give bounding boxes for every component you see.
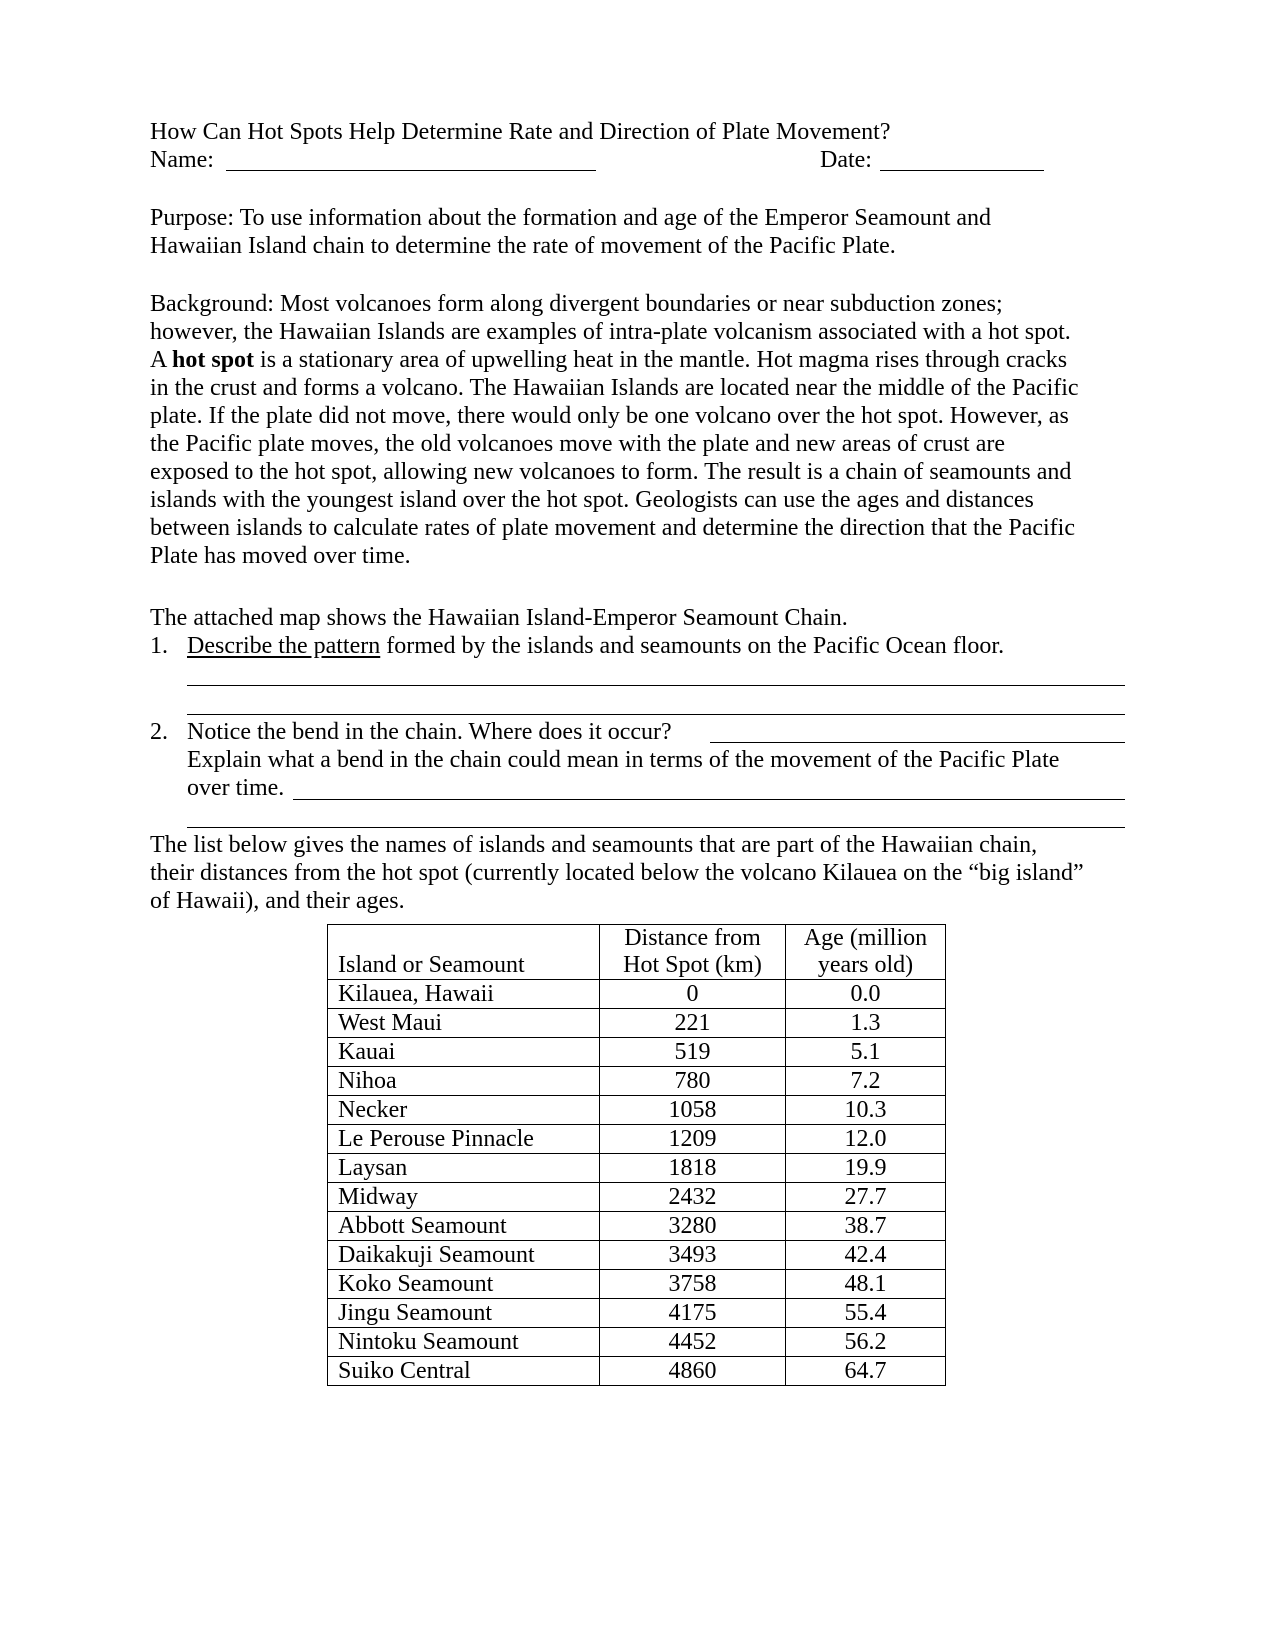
header-distance-line: Distance from — [624, 925, 761, 951]
cell-distance: 4860 — [600, 1357, 786, 1386]
table-header-row — [328, 925, 946, 980]
table-body — [328, 980, 946, 1386]
cell-name: Koko Seamount — [328, 1270, 600, 1299]
header-island-or-seamount: Island or Seamount — [328, 925, 600, 980]
cell-age: 12.0 — [786, 1125, 946, 1154]
seamount-table — [327, 924, 946, 1386]
hot-spot-term: hot spot — [172, 347, 255, 373]
cell-name: Abbott Seamount — [328, 1212, 600, 1241]
cell-age: 5.1 — [786, 1038, 946, 1067]
name-label: Name: — [150, 147, 214, 173]
cell-name: Jingu Seamount — [328, 1299, 600, 1328]
background-line: exposed to the hot spot, allowing new volcanoes to form. The result is a chain of seamounts and — [150, 459, 1072, 485]
background-line: the Pacific plate moves, the old volcanoes move with the plate and new areas of crust are — [150, 431, 1006, 457]
table-row — [328, 1125, 946, 1154]
background-line: Plate has moved over time. — [150, 543, 411, 569]
cell-name: West Maui — [328, 1009, 600, 1038]
cell-name: Kilauea, Hawaii — [328, 980, 600, 1009]
cell-distance: 1209 — [600, 1125, 786, 1154]
cell-name: Kauai — [328, 1038, 600, 1067]
cell-age: 7.2 — [786, 1067, 946, 1096]
background-line: plate. If the plate did not move, there would only be one volcano over the hot spot. However, as — [150, 403, 1069, 429]
question-2-number: 2. — [150, 719, 168, 745]
cell-age: 10.3 — [786, 1096, 946, 1125]
cell-name: Nihoa — [328, 1067, 600, 1096]
cell-distance: 3493 — [600, 1241, 786, 1270]
header-age — [786, 925, 946, 980]
question-1-text — [187, 632, 1004, 660]
cell-age: 56.2 — [786, 1328, 946, 1357]
table-row — [328, 1009, 946, 1038]
cell-name: Laysan — [328, 1154, 600, 1183]
cell-distance: 519 — [600, 1038, 786, 1067]
answer-line-2c[interactable] — [187, 827, 1125, 828]
table-row — [328, 1154, 946, 1183]
table-row — [328, 1183, 946, 1212]
background-line: Background: Most volcanoes form along divergent boundaries or near subduction zones; — [150, 291, 1003, 317]
answer-line-1a[interactable] — [187, 685, 1125, 686]
background-line: however, the Hawaiian Islands are examples of intra-plate volcanism associated with a hot spot. — [150, 319, 1071, 345]
cell-age: 48.1 — [786, 1270, 946, 1299]
cell-distance: 4452 — [600, 1328, 786, 1357]
background-paragraph — [150, 290, 1130, 570]
purpose-line: Purpose: To use information about the formation and age of the Emperor Seamount and — [150, 205, 992, 231]
cell-distance: 3280 — [600, 1212, 786, 1241]
cell-age: 64.7 — [786, 1357, 946, 1386]
header-distance-line: Hot Spot (km) — [623, 952, 762, 978]
list-intro-line: their distances from the hot spot (currently located below the volcano Kilauea on the “big island” — [150, 860, 1084, 886]
header-distance — [600, 925, 786, 980]
cell-age: 0.0 — [786, 980, 946, 1009]
date-label: Date: — [820, 147, 872, 173]
answer-line-2b[interactable] — [293, 799, 1125, 800]
background-text: is a stationary area of upwelling heat in the mantle. Hot magma rises through cracks — [254, 347, 1068, 373]
cell-distance: 1818 — [600, 1154, 786, 1183]
header-age-line: years old) — [817, 952, 914, 978]
list-intro-paragraph — [150, 831, 1130, 915]
background-text: A — [150, 347, 173, 373]
cell-age: 55.4 — [786, 1299, 946, 1328]
cell-name: Daikakuji Seamount — [328, 1241, 600, 1270]
date-field-line[interactable] — [880, 170, 1044, 171]
cell-distance: 780 — [600, 1067, 786, 1096]
cell-name: Suiko Central — [328, 1357, 600, 1386]
purpose-paragraph — [150, 204, 1130, 260]
cell-distance: 0 — [600, 980, 786, 1009]
cell-age: 42.4 — [786, 1241, 946, 1270]
page-title: How Can Hot Spots Help Determine Rate and Direction of Plate Movement? — [150, 119, 891, 145]
cell-age: 38.7 — [786, 1212, 946, 1241]
list-intro-line: The list below gives the names of islands and seamounts that are part of the Hawaiian chain, — [150, 832, 1038, 858]
background-line: between islands to calculate rates of plate movement and determine the direction that the Pacific — [150, 515, 1075, 541]
question-2-line-2: Explain what a bend in the chain could mean in terms of the movement of the Pacific Plate — [187, 747, 1060, 773]
answer-line-2a[interactable] — [710, 742, 1125, 743]
question-2-line-3: over time. — [187, 775, 285, 801]
background-line — [150, 346, 1130, 374]
background-line: in the crust and forms a volcano. The Hawaiian Islands are located near the middle of the Pacific — [150, 375, 1079, 401]
question-2-line-1: Notice the bend in the chain. Where does it occur? — [187, 719, 672, 745]
cell-distance: 3758 — [600, 1270, 786, 1299]
background-line: islands with the youngest island over the hot spot. Geologists can use the ages and distances — [150, 487, 1034, 513]
map-intro: The attached map shows the Hawaiian Island-Emperor Seamount Chain. — [150, 605, 848, 631]
table-row — [328, 1328, 946, 1357]
cell-name: Le Perouse Pinnacle — [328, 1125, 600, 1154]
cell-age: 27.7 — [786, 1183, 946, 1212]
table-row — [328, 1212, 946, 1241]
table-row — [328, 1241, 946, 1270]
cell-distance: 221 — [600, 1009, 786, 1038]
table-row — [328, 1299, 946, 1328]
table-row — [328, 1357, 946, 1386]
name-field-line[interactable] — [226, 170, 596, 171]
cell-distance: 1058 — [600, 1096, 786, 1125]
cell-distance: 2432 — [600, 1183, 786, 1212]
table-row — [328, 1096, 946, 1125]
table-row — [328, 1067, 946, 1096]
table-row — [328, 1038, 946, 1067]
cell-age: 1.3 — [786, 1009, 946, 1038]
question-1-rest: formed by the islands and seamounts on the Pacific Ocean floor. — [380, 633, 1005, 659]
question-1-underlined: Describe the pattern — [187, 633, 381, 659]
answer-line-1b[interactable] — [187, 714, 1125, 715]
header-age-line: Age (million — [803, 925, 928, 951]
cell-name: Nintoku Seamount — [328, 1328, 600, 1357]
cell-name: Midway — [328, 1183, 600, 1212]
table-row — [328, 1270, 946, 1299]
list-intro-line: of Hawaii), and their ages. — [150, 888, 405, 914]
table-row — [328, 980, 946, 1009]
cell-distance: 4175 — [600, 1299, 786, 1328]
cell-name: Necker — [328, 1096, 600, 1125]
cell-age: 19.9 — [786, 1154, 946, 1183]
question-1-number: 1. — [150, 633, 168, 659]
purpose-line: Hawaiian Island chain to determine the rate of movement of the Pacific Plate. — [150, 233, 896, 259]
